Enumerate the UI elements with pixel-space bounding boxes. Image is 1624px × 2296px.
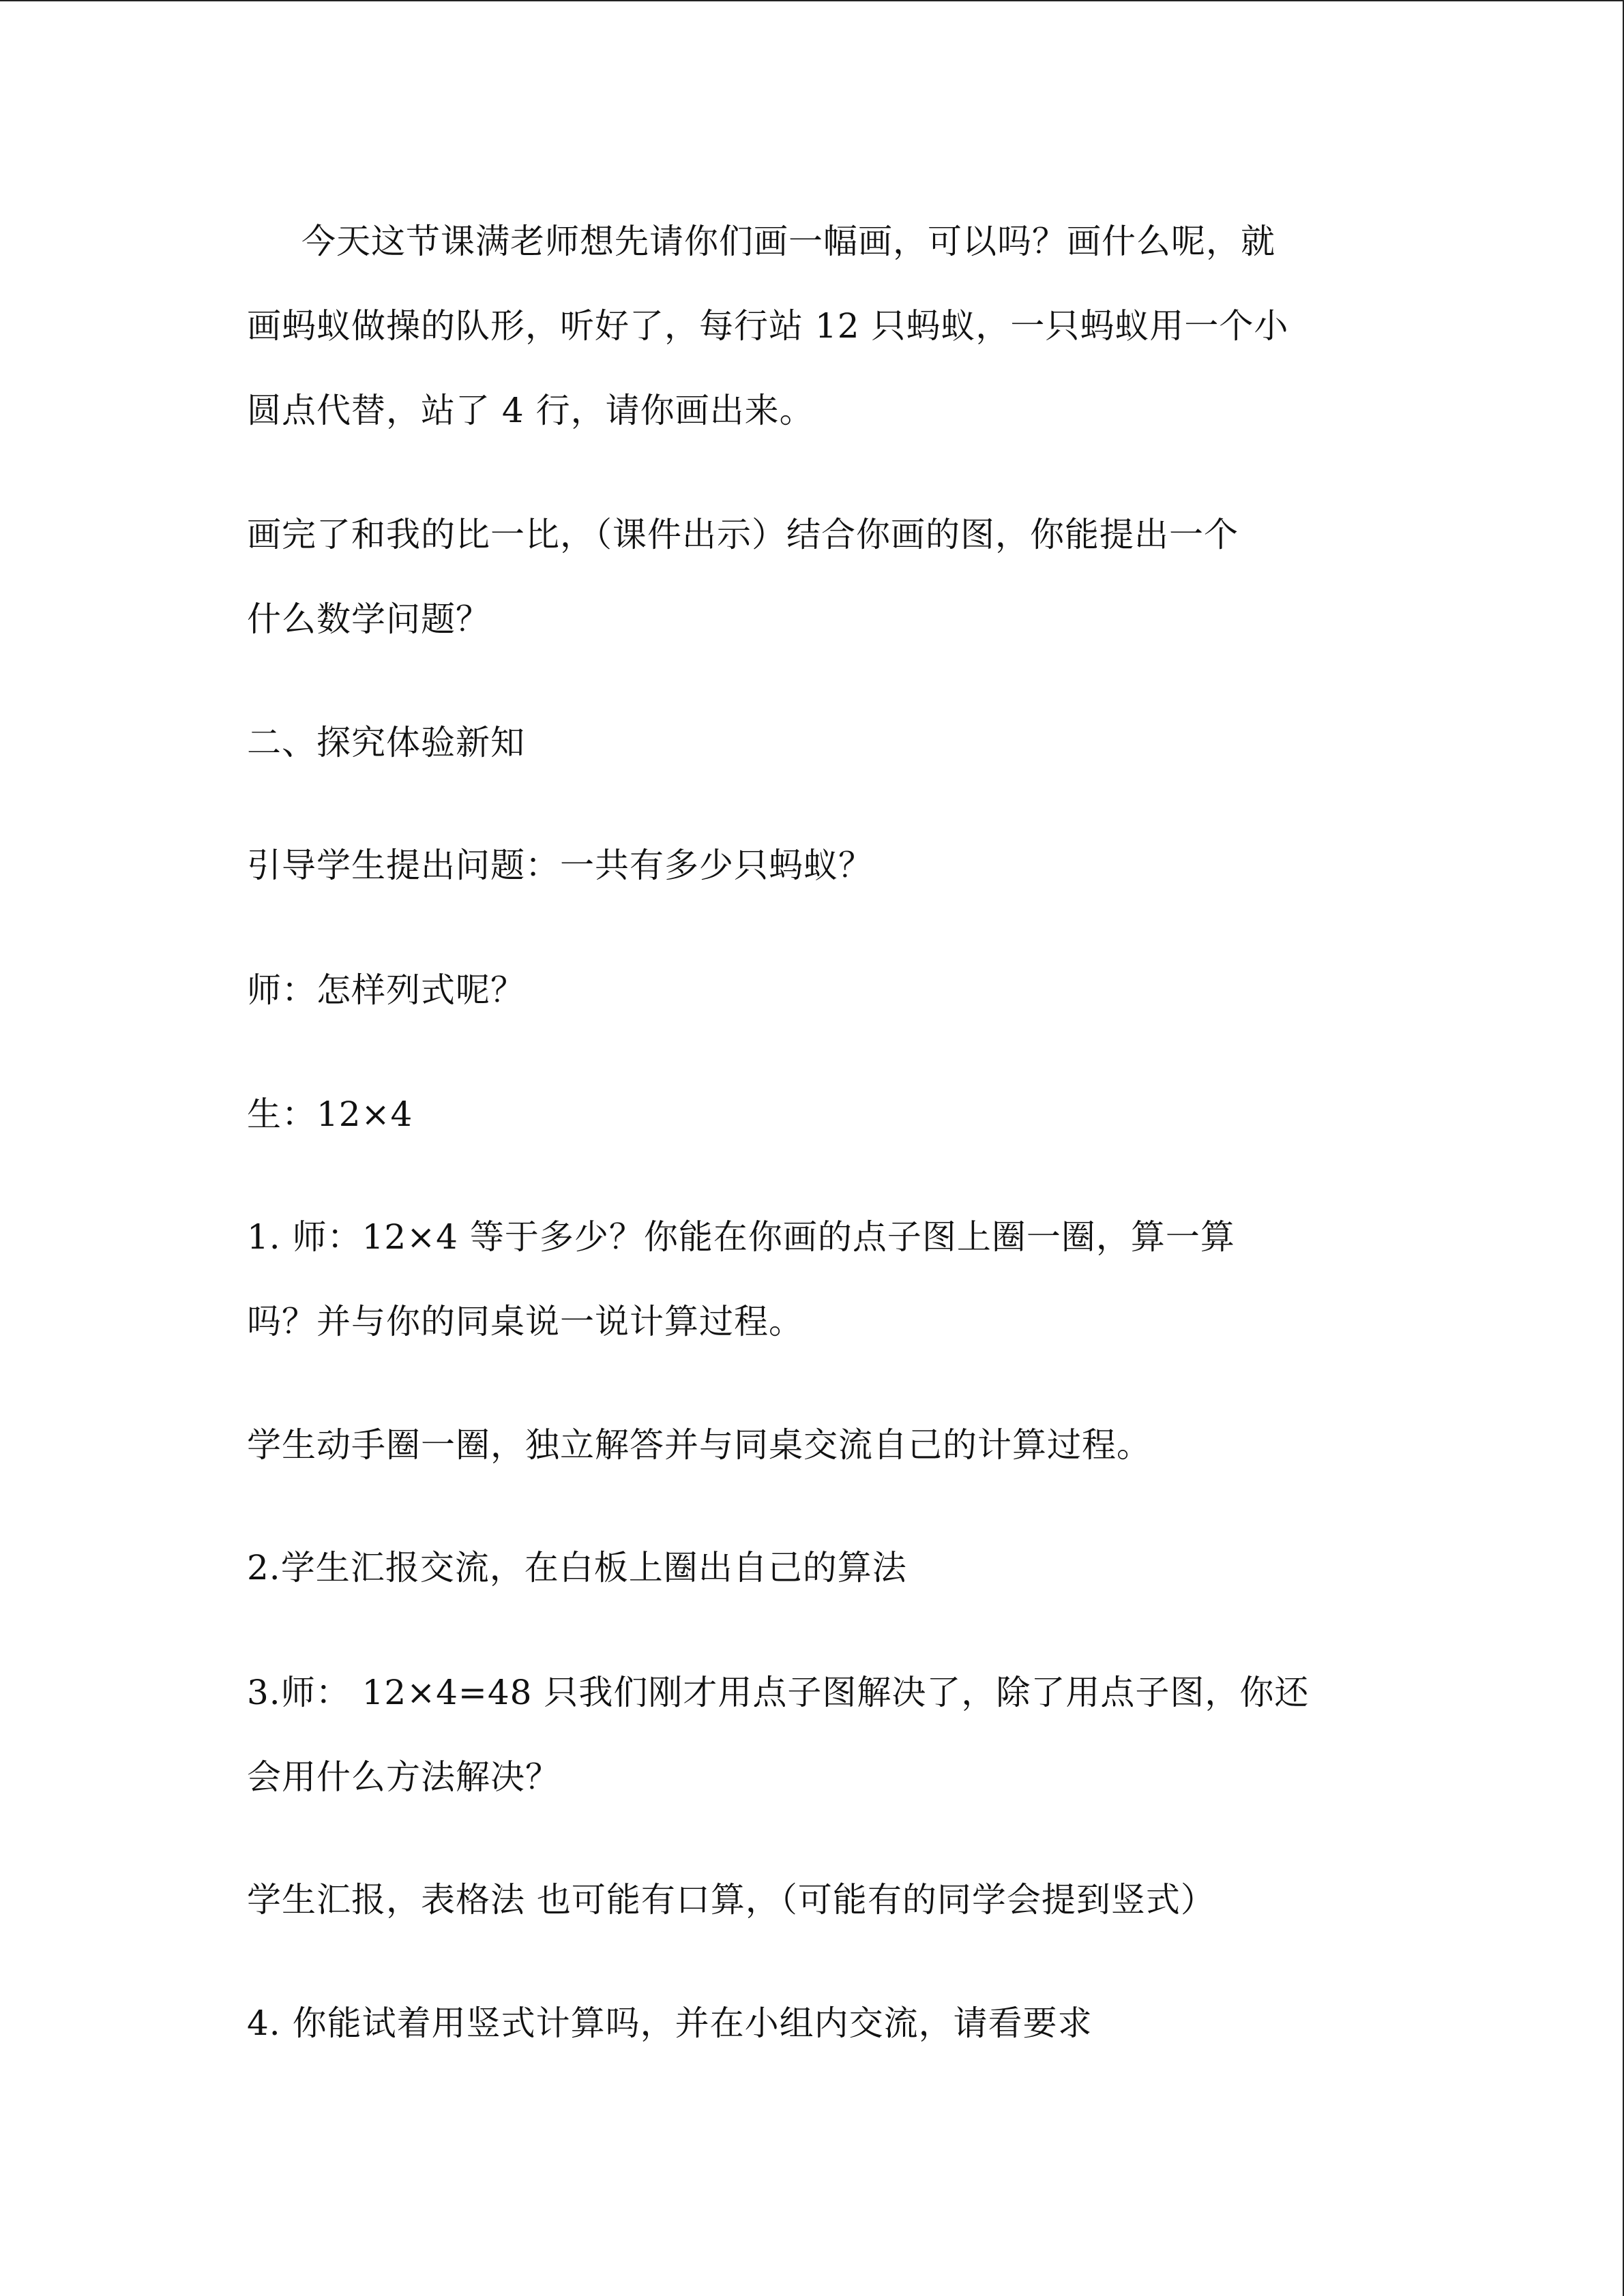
text-line: 今天这节课满老师想先请你们画一幅画，可以吗？画什么呢，就 [301,222,1275,261]
text-line: 会用什么方法解决？ [247,1757,560,1797]
paragraph-teacher-ask [247,948,1379,1032]
text-line: 3.师： 12×4=48 只我们刚才用点子图解决了，除了用点子图，你还 [247,1673,1310,1712]
text-line: 吗？并与你的同桌说一说计算过程。 [247,1302,803,1341]
paragraph-student-answer [247,1072,1379,1157]
text-line: 生：12×4 [247,1094,413,1134]
paragraph-student-report [247,1858,1379,1942]
paragraph-step-1 [247,1195,1379,1364]
paragraph-compare [247,492,1379,661]
text-line: 1. 师：12×4 等于多少？你能在你画的点子图上圈一圈，算一算 [247,1217,1235,1257]
text-line: 画蚂蚁做操的队形，听好了，每行站 12 只蚂蚁，一只蚂蚁用一个小 [247,306,1289,346]
text-line: 圆点代替，站了 4 行，请你画出来。 [247,391,814,430]
text-line: 二、探究体验新知 [247,723,525,762]
paragraph-step-4 [247,1981,1379,2066]
text-line: 师：怎样列式呢？ [247,970,525,1010]
section-heading [247,700,1379,785]
text-line: 引导学生提出问题：一共有多少只蚂蚁？ [247,846,873,885]
paragraph-step-3 [247,1650,1379,1819]
paragraph-intro [247,199,1379,453]
text-line: 什么数学问题？ [247,599,490,639]
text-line: 4. 你能试着用竖式计算吗，并在小组内交流，请看要求 [247,2003,1093,2043]
text-line: 学生汇报，表格法 也可能有口算，（可能有的同学会提到竖式） [247,1880,1215,1920]
paragraph-guide-question [247,823,1379,908]
text-line: 画完了和我的比一比，（课件出示）结合你画的图，你能提出一个 [247,515,1239,554]
paragraph-student-activity [247,1403,1379,1487]
text-line: 学生动手圈一圈，独立解答并与同桌交流自己的计算过程。 [247,1425,1151,1465]
text-line: 2.学生汇报交流，在白板上圈出自己的算法 [247,1548,907,1587]
paragraph-step-2 [247,1525,1379,1610]
